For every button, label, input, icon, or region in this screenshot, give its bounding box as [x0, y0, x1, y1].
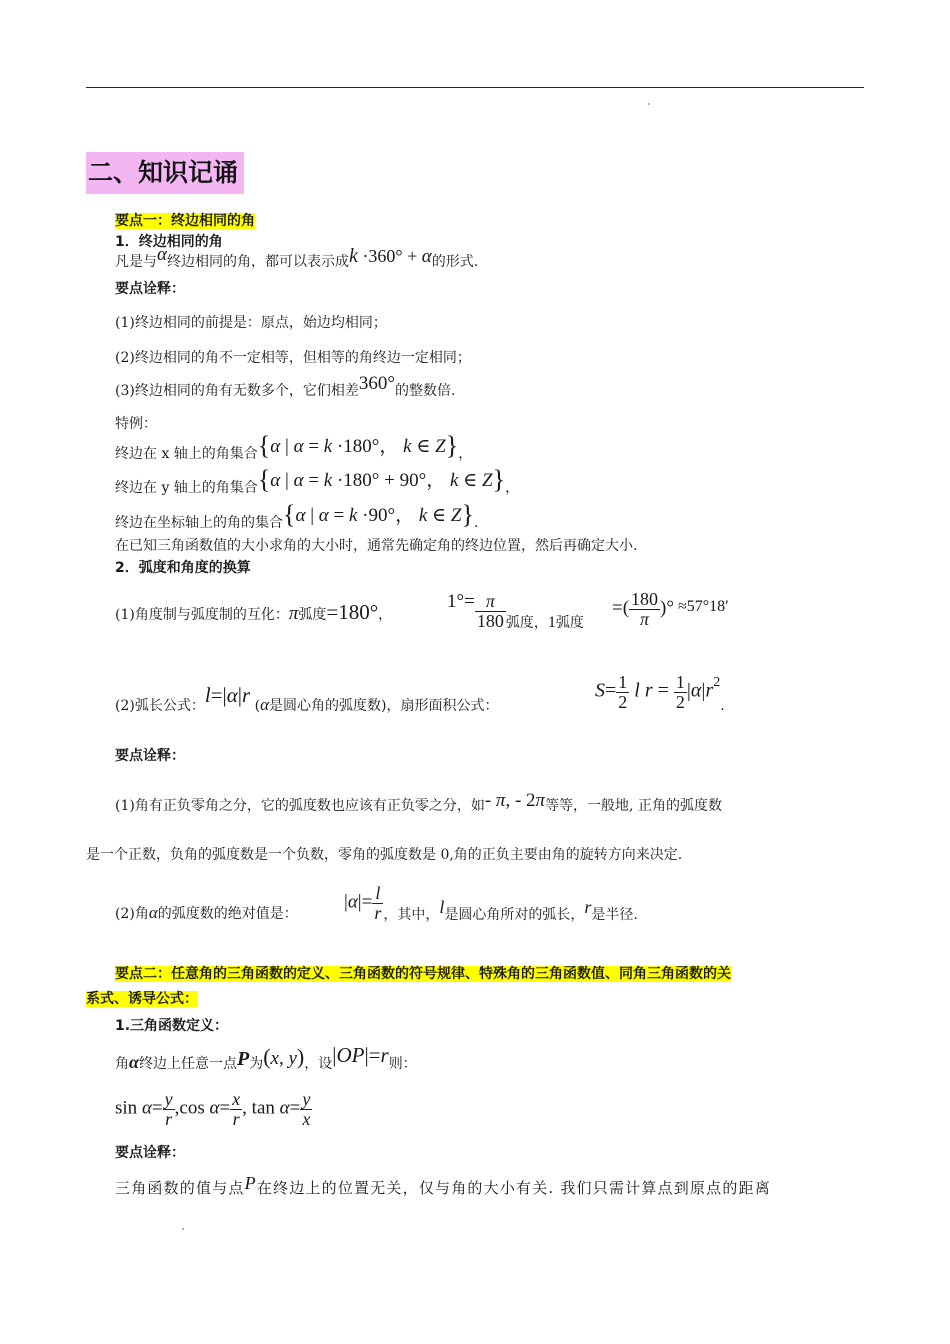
notes2-heading: 要点诠释：	[115, 748, 185, 764]
note-1: (1)终边相同的前提是：原点，始边均相同；	[115, 315, 387, 331]
point2-notes-heading: 要点诠释：	[115, 1145, 185, 1161]
note-2: (2)终边相同的角不一定相等，但相等的角终边一定相同；	[115, 350, 471, 366]
one-degree-formula: 1°= $\frac{\pi}{180}$ 弧度，1弧度	[447, 591, 584, 632]
note2-2: (2)角α的弧度数的绝对值是：	[115, 903, 298, 922]
sector-area-formula: S= $\frac{1}{2}$ l r = $\frac{1}{2}$ |α|r2.	[595, 672, 725, 715]
point2-note: 三角函数的值与点P在终边上的位置无关，仅与角的大小有关. 我们只需计算点到原点的距离	[115, 1173, 771, 1197]
note2-1: (1)角有正负零角之分，它的弧度数也应该有正负零之分，如- π, - 2π等等，一般地, 正角的弧度数	[115, 790, 722, 814]
special-label: 特例：	[115, 416, 157, 432]
point2-heading-line1: 要点二：任意角的三角函数的定义、三角函数的符号规律、特殊角的三角函数值、同角三角函数的关	[115, 966, 731, 982]
point1-sub2: 2．弧度和角度的换算	[115, 560, 251, 576]
point1-sub1: 1．终边相同的角	[115, 234, 223, 250]
stray-dot	[182, 1228, 184, 1230]
note2-1-line2: 是一个正数，负角的弧度数是一个负数，零角的弧度数是 0,角的正负主要由角的旋转方向来决定.	[86, 847, 683, 863]
conversion-line: (1)角度制与弧度制的互化：π弧度=180°，	[115, 600, 393, 624]
coterminal-definition: 凡是与α终边相同的角，都可以表示成k ·360° + α的形式.	[115, 244, 479, 270]
arc-length-line: (2)弧长公式：l=|α|r (α是圆心角的弧度数)，扇形面积公式：	[115, 683, 499, 714]
section-title: 二、知识记诵	[86, 152, 244, 194]
one-radian-formula: =( $\frac{180}{\pi}$ )° ≈57°18′	[612, 589, 729, 629]
summary-line: 在已知三角函数值的大小求角的大小时，通常先确定角的终边位置，然后再确定大小.	[115, 538, 638, 554]
both-axes-set: 终边在坐标轴上的角的集合{α | α = k ·90°， k ∈ Z}.	[115, 500, 479, 531]
point1-heading: 要点一：终边相同的角	[115, 213, 255, 229]
trig-definition-line: 角α终边上任意一点P为(x, y)，设|OP|=r则：	[115, 1043, 417, 1072]
y-axis-set: 终边在 y 轴上的角集合{α | α = k ·180° + 90°， k ∈ Z}，	[115, 465, 520, 496]
point2-sub1: 1.三角函数定义：	[115, 1018, 229, 1034]
point2-heading-line2: 系式、诱导公式：	[86, 991, 198, 1007]
header-rule	[86, 87, 864, 88]
x-axis-set: 终边在 x 轴上的角集合{α | α = k ·180°， k ∈ Z}，	[115, 431, 473, 462]
trig-formulas: sin α= $\frac{y}{r}$ ,cos α= $\frac{x}{r}$ , tan α= $\frac{y}{x}$	[115, 1089, 311, 1129]
note-3: (3)终边相同的角有无数多个，它们相差360°的整数倍.	[115, 373, 456, 399]
abs-alpha-formula: |α|= $\frac{l}{r}$ ，其中，l是圆心角所对的弧长，r是半径.	[344, 883, 638, 924]
notes-heading: 要点诠释：	[115, 281, 185, 297]
stray-dot	[648, 103, 650, 105]
